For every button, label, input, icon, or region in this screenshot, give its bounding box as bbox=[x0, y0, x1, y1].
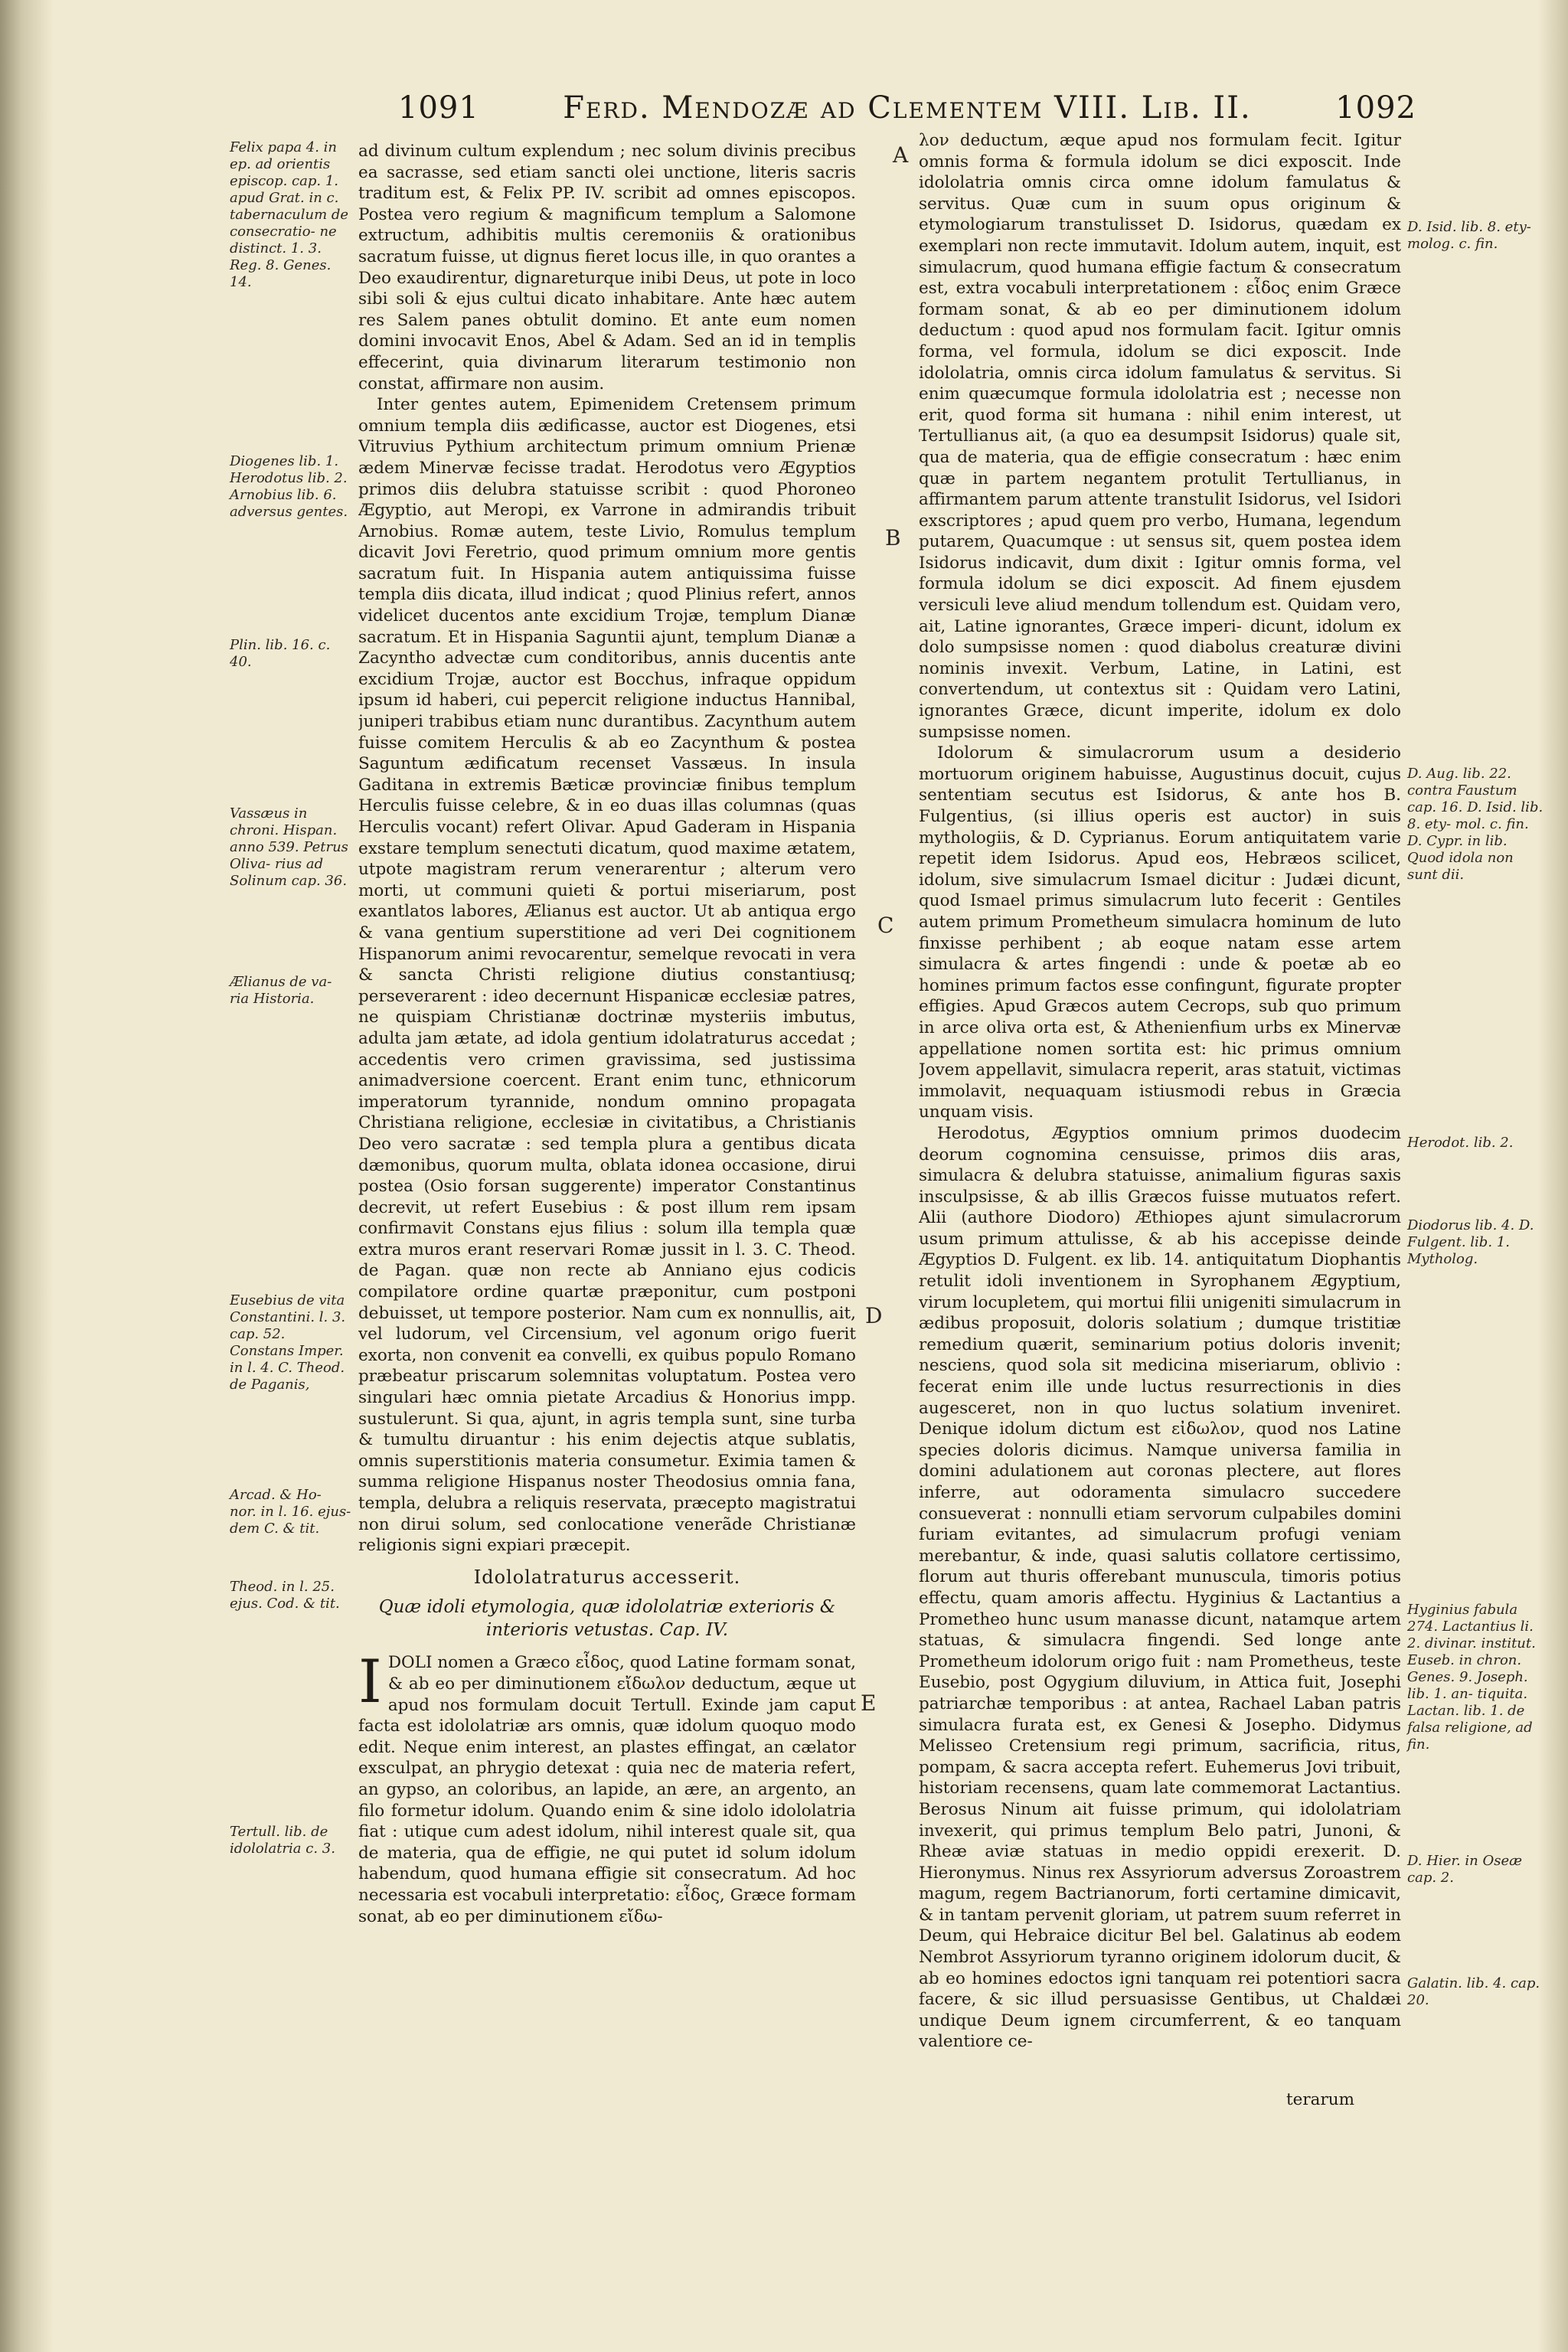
margin-note: D. Hier. in Oseæ cap. 2. bbox=[1407, 1853, 1523, 1886]
left-text-column bbox=[358, 141, 856, 2254]
margin-note: D. Aug. lib. 22. contra Faustum cap. 16. D. Isid. lib. 8. ety- mol. c. fin. D. Cypr. in lib. Quod idola non sunt dii. bbox=[1407, 766, 1544, 883]
chapter-paragraph bbox=[358, 1648, 856, 1927]
section-letter: B bbox=[885, 525, 901, 550]
paragraph: Inter gentes autem, Epimenidem Cretensem primum omnium templa diis ædificasse, auctor est Diogenes, etsi Vitruvius Pythium architectum primum omnium Prienæ ædem Minervæ fecisse tradat. Herodotus vero Ægyptios primos diis delubra statuisse scribit : quod Phoroneo Ægyptio, aut Meropi, ex Varrone in admirandis tribuit Arnobius. Romæ autem, teste Livio, Romulus templum dicavit Jovi Feretrio, quod primum omnium more gentis sacratum fuit. In Hispania autem antiquissima fuisse templa diis dicata, illud indicat ; quod Plinius refert, annos videlicet ducentos ante excidium Trojæ, templum Dianæ sacratum. Et in Hispania Saguntii ajunt, templum Dianæ a Zacyntho advectæ cum conditoribus, annis ducentis ante excidium Trojæ, auctor est Bocchus, infraque oppidum ipsum id haberi, cui pepercit religione inductus Hannibal, juniperi trabibus etiam nunc durantibus. Zacynthum autem fuisse comitem Herculis & ab eo Zacynthum & postea Saguntum ædificatum recenset Vassæus. In insula Gaditana in extremis Bæticæ provinciæ finibus templum Herculis fuisse celebre, & in eo duas illas columnas (quas Herculis vocant) refert Olivar. Apud Gaderam in Hispania exstare templum senectuti dicatum, quod maxime ætatem, utpote magistram rerum venerarentur ; alterum vero morti, ut communi quieti & portui miseriarum, post exantlatos labores, Ælianus est auctor. Ut ab antiqua ergo & vana gentium superstitione ad veri Dei cognitionem Hispanorum animi revocarentur, semelque revocati in vera & sancta Christi religione diutius constantiusq; perseverarent : ideo decernunt Hispanicæ ecclesiæ patres, ne quispiam Christianæ doctrinæ mysteriis imbutus, adulta jam ætate, ad idola gentium idolatraturus accedat ; accedentis vero crimen gravissima, sed justissima animadversione coercent. Erant enim tunc, ethnicorum imperatorum tyrannide, nondum omnino propagata Christiana religione, ecclesiæ in civitatibus, a Christianis Deo vero sacratæ : sed templa plura a gentibus dicata dæmonibus, quorum multa, oblata idonea occasione, dirui postea (Osio forsan suggerente) imperator Constantinus decrevit, ut refert Eusebius : & post illum rem ipsam confirmavit Constans ejus filius : solum illa templa quæ extra muros erant reservari Romæ jussit in l. 3. C. Theod. de Pagan. quæ non recte ab Anniano ejus codicis compilatore ordine quartæ præponitur, cum postponi debuisset, ut tempore posterior. Nam cum ex nonnullis, ait, vel ludorum, vel Circensium, vel agonum origo fuerit exorta, non convenit ea convelli, ex quibus populo Romano præbeatur priscarum solemnitas voluptatum. Postea vero singulari hæc omnia pietate Arcadius & Honorius impp. sustulerunt. Si qua, ajunt, in agris templa sunt, sine turba & tumultu diruantur : his enim dejectis atque sublatis, omnis superstitionis materia consumetur. Eximia tamen & summa religione Hispanus noster Theodosius omnia fana, templa, delubra a reliquis reservata, præcepto magistratui non dirui solum, sed conlocatione venerãde Christianæ religionis signi expiari præcepit. bbox=[358, 395, 856, 1556]
margin-note: Herodot. lib. 2. bbox=[1407, 1135, 1514, 1151]
margin-note: Galatin. lib. 4. cap. 20. bbox=[1407, 1975, 1540, 2008]
right-page-number: 1092 bbox=[1335, 90, 1416, 126]
margin-note: Ælianus de va- ria Historia. bbox=[230, 974, 332, 1007]
margin-note: Hyginius fabula 274. Lactantius li. 2. divinar. institut. Euseb. in chron. Genes. 9. Joseph. lib. 1. an- tiquita. Lactan. lib. 1. de falsa religione, ad fin. bbox=[1407, 1602, 1536, 1753]
catchword: terarum bbox=[1286, 2090, 1354, 2109]
running-header bbox=[398, 90, 1416, 136]
paragraph: Idolorum & simulacrorum usum a desiderio mortuorum originem habuisse, Augustinus docuit, cujus sententiam secutus est Isidorus, & ante hos B. Fulgentius, (si illius operis est auctor) in suis mythologiis, & D. Cyprianus. Eorum antiquitatem varie repetit idem Isidorus. Apud eos, Hebræos scilicet, idolum, sive simulacrum Ismael dicitur : Judæi dicunt, quod Ismael primus simulacrum luto fecerit : Gentiles autem primum Prometheum simulacra hominum de luto finxisse perhibent ; ab eoque natam esse artem simulacra & artes fingendi : unde & poetæ ab eo homines primum factos esse confingunt, figurate propter effigies. Apud Græcos autem Cecrops, sub quo primum in arce oliva orta est, & Athenienfium urbs ex Minervæ appellatione nomen sortita est: hic primus omnium Jovem appellavit, simulacra reperit, aras statuit, victimas immolavit, nequaquam istiusmodi rebus in Græcia unquam visis. bbox=[919, 743, 1401, 1122]
left-page-number: 1091 bbox=[398, 90, 479, 126]
paragraph: λον deductum, æque apud nos formulam fecit. Igitur omnis forma & formula idolum se dici exposcit. Inde idololatria omnis circa omne idolum famulatus & servitus. Quæ cum in suum opus originum & etymologiarum transtulisset D. Isidorus, quædam ex exemplari non recte immutavit. Idolum autem, inquit, est simulacrum, quod humana effigie factum & consecratum est, extra vocabuli interpretationem : εἶδος enim Græce formam sonat, & ab eo per diminutionem idolum deductum : quod apud nos formulam facit. Igitur omnis forma, vel formula, idolum se dici exposcit. Inde idololatria, omnis circa idolum famulatus & servitus. Si enim quæcumque formula idololatria est ; necesse non erit, quod forma sit humana : nihil enim interest, ut Tertullianus ait, (a quo ea desumpsit Isidorus) quale sit, qua de materia, qua de effigie consecratum : hæc enim quæ in partem negantem protulit Tertullianus, in affirmantem parum attente transtulit Isidorus, vel Isidori exscriptores ; apud quem pro verbo, Humana, legendum putarem, Quacumque : ut sensus sit, quem postea idem Isidorus indicavit, dum dixit : Igitur omnis forma, vel formula idolum se dici exposcit. Ad finem ejusdem versiculi leve aliud mendum tollendum est. Quidam vero, ait, Latine ignorantes, Græce imperi- dicunt, idolum ex dolo sumpsisse nomen : quod diabolus creaturæ divini nominis invexit. Verbum, Latine, in Latini, est convertendum, ut contextus sit : Quidam vero Latini, ignorantes Græce, dicunt imperite, idolum ex dolo sumpsisse nomen. bbox=[919, 131, 1401, 742]
section-letter: A bbox=[893, 142, 909, 168]
section-letter: D bbox=[865, 1303, 883, 1328]
margin-note: Vassæus in chroni. Hispan. anno 539. Petrus Oliva- rius ad Solinum cap. 36. bbox=[230, 805, 348, 889]
paragraph: ad divinum cultum explendum ; nec solum divinis precibus ea sacrasse, sed etiam sancti olei unctione, literis sacris traditum est, & Felix PP. IV. scribit ad omnes episcopos. Postea vero regium & magnificum templum a Salomone extructum, adhibitis multis ceremoniis & orationibus sacratum fuisse, ut dignus fieret locus ille, in quo orantes a Deo exaudirentur, dignareturque inibi Deus, ut pote in loco sibi soli & ejus cultui dicato inhabitare. Ante hæc autem res Salem panes obtulit domino. Et ante eum nomen domini invocavit Enos, Abel & Adam. Sed an id in templis effecerint, quia divinarum literarum testimonio non constat, affirmare non ausim. bbox=[358, 142, 856, 394]
margin-note: Plin. lib. 16. c. 40. bbox=[230, 637, 331, 670]
margin-note: Diogenes lib. 1. Herodotus lib. 2. Arnobius lib. 6. adversus gentes. bbox=[230, 453, 348, 520]
right-text-column bbox=[919, 130, 1401, 2113]
page-gutter-shadow bbox=[0, 0, 54, 2352]
section-letter: C bbox=[877, 913, 894, 938]
chapter-heading: Quæ idoli etymologia, quæ idololatriæ exterioris & interioris vetustas. Cap. IV. bbox=[378, 1597, 836, 1641]
section-letter: E bbox=[861, 1690, 877, 1716]
margin-note: Tertull. lib. de idololatria c. 3. bbox=[230, 1824, 335, 1857]
margin-note: Diodorus lib. 4. D. Fulgent. lib. 1. Mytholog. bbox=[1407, 1217, 1534, 1267]
margin-note: Theod. in l. 25. ejus. Cod. & tit. bbox=[230, 1579, 340, 1612]
chapter-text: DOLI nomen a Græco εἶδος, quod Latine formam sonat, & ab eo per diminutionem εἴδωλον deductum, æque ut apud nos formulam docuit Tertull. Exinde jam caput facta est idololatriæ ars omnis, quæ idolum quoquo modo edit. Neque enim interest, an plastes effingat, an cælator exsculpat, an phrygio detexat : quia nec de materia refert, an gypso, an coloribus, an lapide, an ære, an argento, an filo formetur idolum. Quando enim & sine idolo idololatria fiat : utique cum adest idolum, nihil interest quale sit, qua de materia, qua de effigie, ne qui putet id solum idolum habendum, quod humana effigie sit consecratum. Ad hoc necessaria est vocabuli interpretatio: εἶδος, Græce formam sonat, ab eo per diminutionem εἴδω- bbox=[358, 1653, 856, 1926]
running-title: Ferd. Mendozæ ad Clementem VIII. Lib. II. bbox=[563, 90, 1252, 126]
margin-note: Arcad. & Ho- nor. in l. 16. ejus- dem C. & tit. bbox=[230, 1487, 351, 1537]
margin-note: Eusebius de vita Constantini. l. 3. cap. 52. Constans Imper. in l. 4. C. Theod. de Paganis, bbox=[230, 1292, 346, 1393]
drop-cap: I bbox=[358, 1648, 382, 1717]
canon-heading: Idololatraturus accesserit. bbox=[473, 1566, 741, 1588]
paragraph: Herodotus, Ægyptios omnium primos duodecim deorum cognomina censuisse, primos diis aras, simulacra & delubra statuisse, animalium figuras saxis insculpsisse, & ab illis Græcos fuisse mutuatos refert. Alii (authore Diodoro) Æthiopes ajunt simulacrorum usum primum attulisse, & ab his accepisse deinde Ægyptios D. Fulgent. ex lib. 14. antiquitatum Diophantis retulit idoli inventionem in Syrophanem Ægyptium, virum locupletem, qui mortui filii unigeniti simulacrum in ædibus proposuit, doloris solatium ; dumque tristitiæ remedium quærit, seminarium potius doloris invenit; nesciens, quod sola sit medicina miseriarum, oblivio : fecerat enim ille unde luctus resurrectionis in dies augesceret, non in quo luctus solatium inveniret. Denique idolum dictum est εἰδωλον, quod nos Latine species doloris dicimus. Namque universa familia in domini adulationem aut coronas plectere, aut flores inferre, aut odoramenta simulacro succedere consueverat : nonnulli etiam servorum culpabiles domini furiam evitantes, ad simulacrum profugi veniam merebantur, & inde, quasi salutis collatore certissimo, florum aut thuris offerebant munuscula, timoris potius effectu, quam amoris affectu. Hyginius & Lactantius a Prometheo hunc usum manasse dicunt, natamque artem statuas, & simulacra fingendi. Sed longe ante Prometheum idolorum origo fuit : nam Prometheus, teste Eusebio, post Ogygium diluvium, in Attica fuit, Josephi patriarchæ temporibus : at antea, Rachael Laban patris simulacra furata est, ex Genesi & Josepho. Didymus Melisseo Cretensium regi primum, sacrificia, ritus, pompam, & sacra accepta refert. Euhemerus Jovi tribuit, historiam recensens, quam late commemorat Lactantius. Berosus Ninum ait fuisse primum, qui idololatriam invexerit, qui primus templum Belo patri, Junoni, & Rheæ aviæ statuas in medio oppidi erexerit. D. Hieronymus. Ninus rex Assyriorum adversus Zoroastrem magum, regem Bactrianorum, forti certamine dimicavit, & in tantam pervenit gloriam, ut patrem suum referret in Deum, qui Hebraice dicitur Bel bel. Galatinus ab eodem Nembrot Assyriorum tyranno originem idolorum ducit, & ab eo homines edoctos igni tanquam rei potentiori sacra facere, & sic illud persuasisse Gentibus, ut Chaldæi undique Deum ignem circumferrent, & eo tanquam valentiore ce- bbox=[919, 1123, 1401, 2052]
margin-note: D. Isid. lib. 8. ety- molog. c. fin. bbox=[1407, 219, 1531, 252]
margin-note: Felix papa 4. in ep. ad orientis episcop. cap. 1. apud Grat. in c. tabernaculum de consecratio- ne distinct. 1. 3. Reg. 8. Genes. 14. bbox=[230, 139, 349, 290]
